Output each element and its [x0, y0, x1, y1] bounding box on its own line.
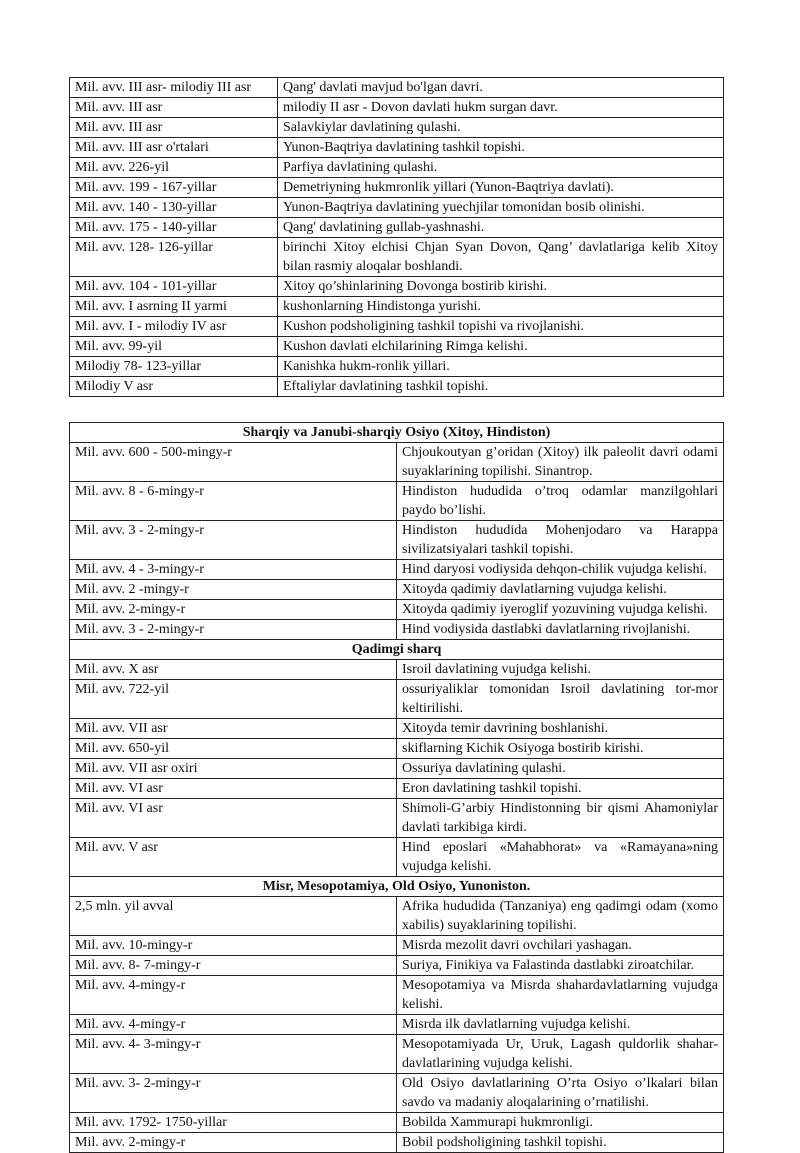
section-heading: Qadimgi sharq: [70, 640, 724, 660]
date-cell: Mil. avv. 4-mingy-r: [70, 1015, 397, 1035]
date-cell: Mil. avv. 2-mingy-r: [70, 1133, 397, 1153]
date-cell: Mil. avv. 2 -mingy-r: [70, 580, 397, 600]
table-row: [70, 580, 724, 600]
date-cell: Mil. avv. III asr o'rtalari: [70, 138, 278, 158]
date-cell: Mil. avv. 140 - 130-yillar: [70, 198, 278, 218]
table-row: [70, 218, 724, 238]
table-row: [70, 198, 724, 218]
date-cell: Mil. avv. 10-mingy-r: [70, 936, 397, 956]
date-cell: Mil. avv. 1792- 1750-yillar: [70, 1113, 397, 1133]
table-row: [70, 779, 724, 799]
date-cell: Mil. avv. 226-yil: [70, 158, 278, 178]
event-cell: ossuriyaliklar tomonidan Isroil davlatining tor-mor keltirilishi.: [397, 680, 724, 719]
event-cell: Qang' davlati mavjud bo'lgan davri.: [278, 78, 724, 98]
table-row: [70, 357, 724, 377]
event-cell: Chjoukoutyan g’oridan (Xitoy) ilk paleolit davri odami suyaklarining topilishi. Sinantrop.: [397, 443, 724, 482]
event-cell: Misrda ilk davlatlarning vujudga kelishi.: [397, 1015, 724, 1035]
date-cell: Mil. avv. VII asr oxiri: [70, 759, 397, 779]
date-cell: Milodiy 78- 123-yillar: [70, 357, 278, 377]
date-cell: Mil. avv. 175 - 140-yillar: [70, 218, 278, 238]
event-cell: Shimoli-G’arbiy Hindistonning bir qismi Ahamoniylar davlati tarkibiga kirdi.: [397, 799, 724, 838]
event-cell: Misrda mezolit davri ovchilari yashagan.: [397, 936, 724, 956]
table-body: [70, 78, 724, 397]
date-cell: Mil. avv. 104 - 101-yillar: [70, 277, 278, 297]
table-row: [70, 560, 724, 580]
date-cell: Mil. avv. 8 - 6-mingy-r: [70, 482, 397, 521]
table-row: [70, 600, 724, 620]
table-row: [70, 178, 724, 198]
table-row: [70, 799, 724, 838]
date-cell: Mil. avv. III asr: [70, 118, 278, 138]
date-cell: Mil. avv. 99-yil: [70, 337, 278, 357]
event-cell: Hindiston hududida o’troq odamlar manzilgohlari paydo bo’lishi.: [397, 482, 724, 521]
section-heading: Sharqiy va Janubi-sharqiy Osiyo (Xitoy, Hindiston): [70, 423, 724, 443]
table-row: [70, 377, 724, 397]
section-heading-row: [70, 423, 724, 443]
section-heading: Misr, Mesopotamiya, Old Osiyo, Yunoniston.: [70, 877, 724, 897]
table-row: [70, 337, 724, 357]
event-cell: Kanishka hukm-ronlik yillari.: [278, 357, 724, 377]
date-cell: Mil. avv. 199 - 167-yillar: [70, 178, 278, 198]
event-cell: Parfiya davlatining qulashi.: [278, 158, 724, 178]
table-row: [70, 719, 724, 739]
table-row: [70, 680, 724, 719]
table-row: [70, 1015, 724, 1035]
event-cell: Mesopotamiya va Misrda shahardavlatlarning vujudga kelishi.: [397, 976, 724, 1015]
event-cell: Mesopotamiyada Ur, Uruk, Lagash quldorlik shahar-davlatlarining vujudga kelishi.: [397, 1035, 724, 1074]
table-row: [70, 297, 724, 317]
date-cell: Mil. avv. I - milodiy IV asr: [70, 317, 278, 337]
table-row: [70, 1074, 724, 1113]
date-cell: Mil. avv. V asr: [70, 838, 397, 877]
event-cell: kushonlarning Hindistonga yurishi.: [278, 297, 724, 317]
table-row: [70, 138, 724, 158]
event-cell: Isroil davlatining vujudga kelishi.: [397, 660, 724, 680]
date-cell: Mil. avv. I asrning II yarmi: [70, 297, 278, 317]
date-cell: Mil. avv. 8- 7-mingy-r: [70, 956, 397, 976]
date-cell: Mil. avv. 3 - 2-mingy-r: [70, 620, 397, 640]
date-cell: Mil. avv. 2-mingy-r: [70, 600, 397, 620]
event-cell: Xitoyda temir davrining boshlanishi.: [397, 719, 724, 739]
table-row: [70, 521, 724, 560]
date-cell: Mil. avv. 722-yil: [70, 680, 397, 719]
date-cell: Mil. avv. X asr: [70, 660, 397, 680]
event-cell: Yunon-Baqtriya davlatining yuechjilar tomonidan bosib olinishi.: [278, 198, 724, 218]
event-cell: Bobilda Xammurapi hukmronligi.: [397, 1113, 724, 1133]
table-row: [70, 277, 724, 297]
event-cell: milodiy II asr - Dovon davlati hukm surgan davr.: [278, 98, 724, 118]
table-row: [70, 897, 724, 936]
date-cell: Mil. avv. III asr- milodiy III asr: [70, 78, 278, 98]
table-row: [70, 976, 724, 1015]
table-row: [70, 317, 724, 337]
table-row: [70, 1035, 724, 1074]
event-cell: Ossuriya davlatining qulashi.: [397, 759, 724, 779]
event-cell: Demetriyning hukmronlik yillari (Yunon-Baqtriya davlati).: [278, 178, 724, 198]
table-row: [70, 739, 724, 759]
date-cell: Mil. avv. 4-mingy-r: [70, 976, 397, 1015]
section-heading-row: [70, 877, 724, 897]
date-cell: Milodiy V asr: [70, 377, 278, 397]
timeline-table-ancient-world: [69, 422, 724, 1153]
table-body: [70, 423, 724, 1153]
event-cell: Kushon davlati elchilarining Rimga kelishi.: [278, 337, 724, 357]
table-row: [70, 98, 724, 118]
table-row: [70, 1113, 724, 1133]
date-cell: Mil. avv. VII asr: [70, 719, 397, 739]
date-cell: Mil. avv. 128- 126-yillar: [70, 238, 278, 277]
table-row: [70, 660, 724, 680]
event-cell: Hind vodiysida dastlabki davlatlarning rivojlanishi.: [397, 620, 724, 640]
date-cell: Mil. avv. 3 - 2-mingy-r: [70, 521, 397, 560]
event-cell: Eftaliylar davlatining tashkil topishi.: [278, 377, 724, 397]
event-cell: Kushon podsholigining tashkil topishi va rivojlanishi.: [278, 317, 724, 337]
event-cell: birinchi Xitoy elchisi Chjan Syan Dovon, Qang’ davlatlariga kelib Xitoy bilan rasmiy aloqalar boshlandi.: [278, 238, 724, 277]
event-cell: Qang' davlatining gullab-yashnashi.: [278, 218, 724, 238]
table-row: [70, 238, 724, 277]
event-cell: skiflarning Kichik Osiyoga bostirib kirishi.: [397, 739, 724, 759]
date-cell: Mil. avv. 3- 2-mingy-r: [70, 1074, 397, 1113]
table-row: [70, 158, 724, 178]
event-cell: Xitoyda qadimiy iyeroglif yozuvining vujudga kelishi.: [397, 600, 724, 620]
event-cell: Yunon-Baqtriya davlatining tashkil topishi.: [278, 138, 724, 158]
event-cell: Hind eposlari «Mahabhorat» va «Ramayana»ning vujudga kelishi.: [397, 838, 724, 877]
table-row: [70, 759, 724, 779]
date-cell: Mil. avv. 650-yil: [70, 739, 397, 759]
table-row: [70, 482, 724, 521]
date-cell: Mil. avv. 4- 3-mingy-r: [70, 1035, 397, 1074]
date-cell: Mil. avv. VI asr: [70, 779, 397, 799]
table-row: [70, 1133, 724, 1153]
date-cell: Mil. avv. VI asr: [70, 799, 397, 838]
table-row: [70, 118, 724, 138]
date-cell: Mil. avv. III asr: [70, 98, 278, 118]
table-row: [70, 838, 724, 877]
event-cell: Salavkiylar davlatining qulashi.: [278, 118, 724, 138]
table-row: [70, 78, 724, 98]
table-row: [70, 620, 724, 640]
event-cell: Old Osiyo davlatlarining O’rta Osiyo o’lkalari bilan savdo va madaniy aloqalarining o’rnatilishi.: [397, 1074, 724, 1113]
event-cell: Hindiston hududida Mohenjodaro va Harappa sivilizatsiyalari tashkil topishi.: [397, 521, 724, 560]
table-row: [70, 956, 724, 976]
event-cell: Suriya, Finikiya va Falastinda dastlabki ziroatchilar.: [397, 956, 724, 976]
event-cell: Bobil podsholigining tashkil topishi.: [397, 1133, 724, 1153]
table-row: [70, 936, 724, 956]
date-cell: Mil. avv. 4 - 3-mingy-r: [70, 560, 397, 580]
date-cell: 2,5 mln. yil avval: [70, 897, 397, 936]
timeline-table-central-asia: [69, 77, 724, 397]
event-cell: Hind daryosi vodiysida dehqon-chilik vujudga kelishi.: [397, 560, 724, 580]
table-row: [70, 443, 724, 482]
date-cell: Mil. avv. 600 - 500-mingy-r: [70, 443, 397, 482]
section-heading-row: [70, 640, 724, 660]
event-cell: Xitoyda qadimiy davlatlarning vujudga kelishi.: [397, 580, 724, 600]
event-cell: Eron davlatining tashkil topishi.: [397, 779, 724, 799]
event-cell: Afrika hududida (Tanzaniya) eng qadimgi odam (xomo xabilis) suyaklarining topilishi.: [397, 897, 724, 936]
event-cell: Xitoy qo’shinlarining Dovonga bostirib kirishi.: [278, 277, 724, 297]
